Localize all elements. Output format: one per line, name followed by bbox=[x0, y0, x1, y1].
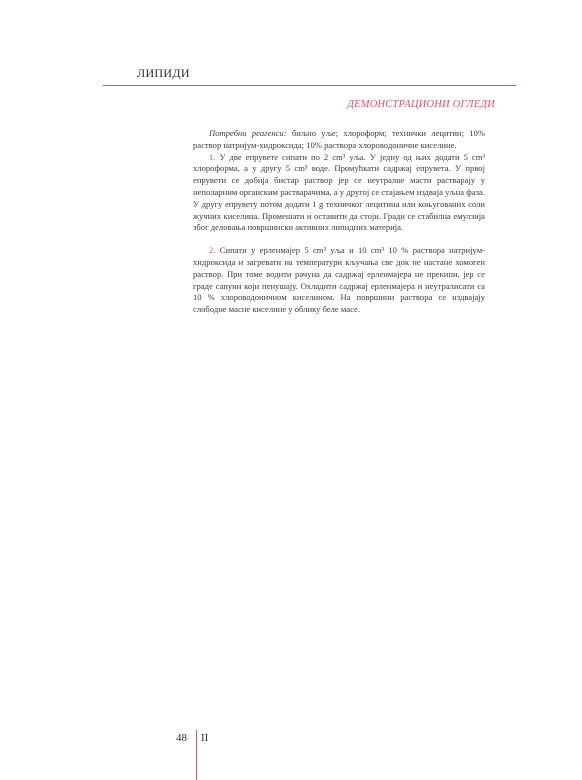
reagents-text: биљно уље; хлороформ; технички лецитин; 10% раствор натријум-хидроксида; 10% раствора хлороводоничне киселине. bbox=[193, 128, 486, 150]
reagents-label: Потребни реагенси: bbox=[209, 128, 287, 138]
running-header-title: ЛИПИДИ bbox=[137, 66, 190, 80]
experiment-1-paragraph bbox=[193, 152, 485, 235]
experiment-2-text: Сипати у ерленмајер 5 cm³ уља и 10 cm³ 10 % раствора натријум-хидроксида и загревати на температури кључања све док не настане хомоген раствор. При томе водити рачуна да садржај ерленмајера не прекипи, јер се граде сапуни који пенушају. Охладити садржај ерленмајера и неутралисати са 10 % хлороводоничном киселином. На површини раствора се издвајају слободне масне киселине у облику беле масе. bbox=[193, 245, 485, 315]
experiment-2-paragraph bbox=[193, 245, 485, 316]
experiment-2-number: 2. bbox=[209, 245, 216, 256]
reagents-paragraph bbox=[193, 128, 485, 152]
section-title: ДЕМОНСТРАЦИОНИ ОГЛЕДИ bbox=[347, 99, 495, 110]
experiment-1-text: У две епрувете сипати по 2 cm³ уља. У једну од њих додати 5 cm³ хлороформа, а у другу 5 cm³ воде. Промућкати садржај епрувета. У првој епрувети се добија бистар раствор јер се неутралне масти растварају у неполарним органским растварачима, а у другој се стајањем издваја уљна фаза. У другу епрувету потом додати 1 g техничког лецитина или коњугованих соли жучних киселина. Промешати и оставити да стоји. Гради се стабилна емулзија због деловања површински активних липидних материја. bbox=[193, 151, 485, 233]
page-number: 48 bbox=[176, 732, 187, 744]
body-text bbox=[193, 128, 485, 316]
header-divider bbox=[103, 85, 516, 86]
experiment-1-number: 1. bbox=[209, 151, 216, 162]
footer-divider bbox=[196, 730, 197, 780]
part-number: II bbox=[201, 732, 209, 744]
